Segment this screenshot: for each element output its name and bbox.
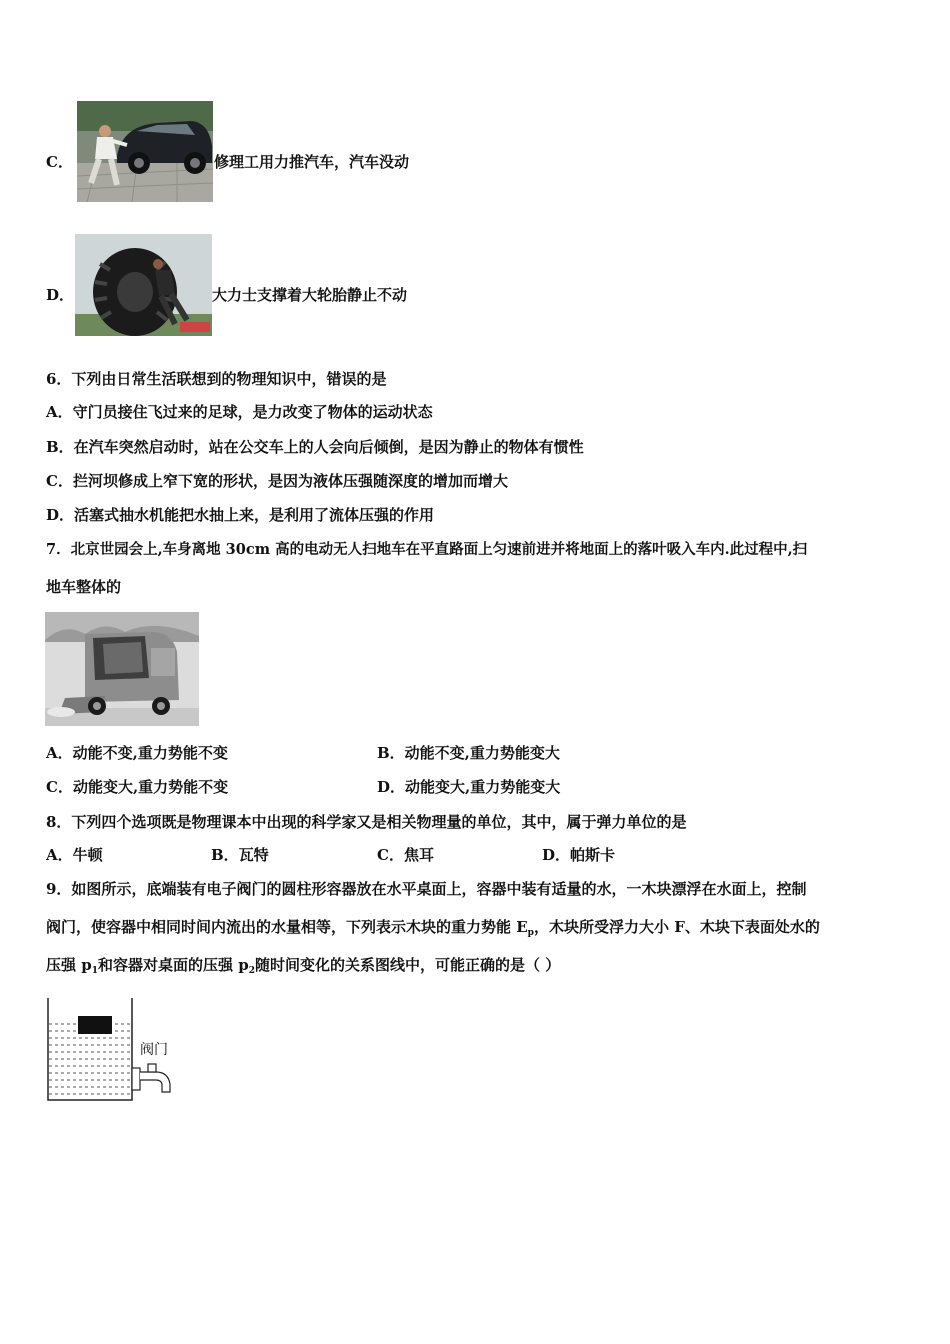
q8-stem: 8．下列四个选项既是物理课本中出现的科学家又是相关物理量的单位，其中，属于弹力单位的是 bbox=[46, 813, 687, 831]
option-c-text: 修理工用力推汽车，汽车没动 bbox=[214, 153, 410, 171]
q6-option-c: C．拦河坝修成上窄下宽的形状，是因为液体压强随深度的增加而增大 bbox=[46, 472, 508, 490]
car-push-photo bbox=[77, 101, 213, 202]
q6-option-a: A．守门员接住飞过来的足球，是力改变了物体的运动状态 bbox=[46, 403, 433, 421]
q6-option-d: D．活塞式抽水机能把水抽上来，是利用了流体压强的作用 bbox=[46, 506, 435, 524]
q7-stem-line1: 7．北京世园会上,车身离地 30cm 高的电动无人扫地车在平直路面上匀速前进并将地面上的落叶吸入车内.此过程中,扫 bbox=[46, 541, 808, 558]
q9-stem-line2: 阀门，使容器中相同时间内流出的水量相等，下列表示木块的重力势能 $E_p$，木块所受浮力大小 F、木块下表面处水的 bbox=[46, 918, 820, 938]
q7-option-a: A．动能不变,重力势能不变 bbox=[46, 744, 228, 762]
q7-stem-line2: 地车整体的 bbox=[46, 578, 122, 596]
q8-option-a: A．牛顿 bbox=[46, 846, 103, 864]
q8-option-c: C．焦耳 bbox=[377, 846, 434, 864]
sweeper-photo bbox=[45, 612, 199, 726]
valve-label: 阀门 bbox=[140, 1042, 168, 1058]
q7-option-d: D．动能变大,重力势能变大 bbox=[377, 778, 561, 796]
q8-option-d: D．帕斯卡 bbox=[542, 846, 616, 864]
option-d-text: 大力士支撑着大轮胎静止不动 bbox=[212, 286, 408, 304]
option-c-label: C． bbox=[46, 153, 73, 171]
container-diagram bbox=[44, 996, 184, 1104]
q6-option-b: B．在汽车突然启动时，站在公交车上的人会向后倾倒，是因为静止的物体有惯性 bbox=[46, 438, 584, 456]
tire-photo bbox=[75, 234, 212, 336]
q7-option-c: C．动能变大,重力势能不变 bbox=[46, 778, 229, 796]
q6-stem: 6．下列由日常生活联想到的物理知识中，错误的是 bbox=[46, 370, 387, 388]
option-d-label: D． bbox=[46, 286, 75, 304]
q9-stem-line3: 压强 $p_1$和容器对桌面的压强 $p_2$随时间变化的关系图线中，可能正确的是（ ） bbox=[46, 956, 561, 976]
q8-option-b: B．瓦特 bbox=[211, 846, 269, 864]
q7-option-b: B．动能不变,重力势能变大 bbox=[377, 744, 560, 762]
q9-stem-line1: 9．如图所示，底端装有电子阀门的圆柱形容器放在水平桌面上，容器中装有适量的水，一木块漂浮在水面上，控制 bbox=[46, 880, 807, 898]
